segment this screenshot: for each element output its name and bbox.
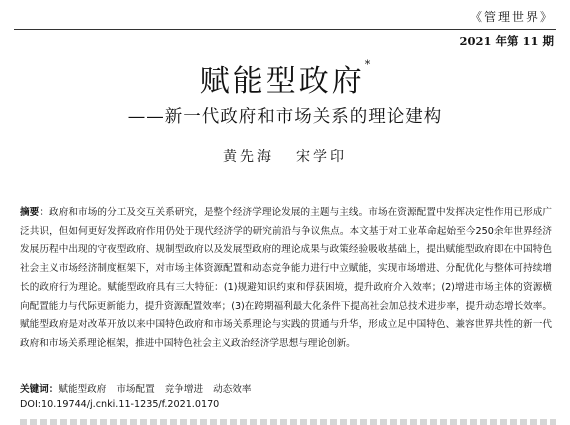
keywords: 关键词：赋能型政府 市场配置 竞争增进 动态效率 (20, 384, 252, 395)
abstract (20, 204, 552, 354)
author-2: 宋学印 (296, 149, 347, 165)
keyword: 市场配置 (116, 384, 155, 395)
authors (0, 146, 570, 166)
keyword: 赋能型政府 (58, 384, 107, 395)
header-rule (14, 29, 556, 30)
article-title (0, 56, 570, 100)
article-subtitle: ——新一代政府和市场关系的理论建构 (127, 107, 443, 127)
keyword: 动态效率 (213, 384, 252, 395)
abstract-text: ：政府和市场的分工及交互关系研究，是整个经济学理论发展的主题与主线。市场在资源配置中发挥决定性作用已形成广泛共识，但如何更好发挥政府作用仍处于现代经济学的研究前沿与争议焦点。本文基于对工业革命起始至今250余年世界经济发展历程中出现的守夜型政府、规制型政府以及发展型政府的理论成果与政策经验吸收基础上，提出赋能型政府即在中国特色社会主义市场经济制度框架下，对市场主体资源配置和动态竞争能力进行中立赋能，实现市场增进、分配优化与整体可持续增长的政府行为理论。赋能型政府具有三大特征：(1)规避知识约束和俘获困境，提升政府介入效率；(2)增进市场主体的资源横向配置能力与代际更新能力，提升资源配置效率；(3)在跨期福利最大化条件下提高社会加总技术进步率，提升动态增长效率。赋能型政府是对改革开放以来中国特色政府和市场关系理论与实践的贯通与升华，形成立足中国特色、兼容世界共性的新一代政府和市场关系理论框架，推进中国特色社会主义政治经济学思想与理论创新。 (20, 207, 553, 349)
keywords-label: 关键词 (20, 384, 49, 395)
title-text: 赋能型政府 (199, 64, 365, 99)
issue-number: 2021 年第 11 期 (459, 34, 554, 48)
author-1: 黄先海 (223, 149, 274, 165)
cutoff-text-line (20, 419, 556, 425)
title-footnote-mark: * (364, 58, 371, 71)
keyword: 竞争增进 (164, 384, 204, 395)
abstract-label: 摘要 (20, 207, 40, 218)
journal-name: 《管理世界》 (469, 10, 554, 24)
doi: DOI:10.19744/j.cnki.11-1235/f.2021.0170 (20, 399, 220, 410)
